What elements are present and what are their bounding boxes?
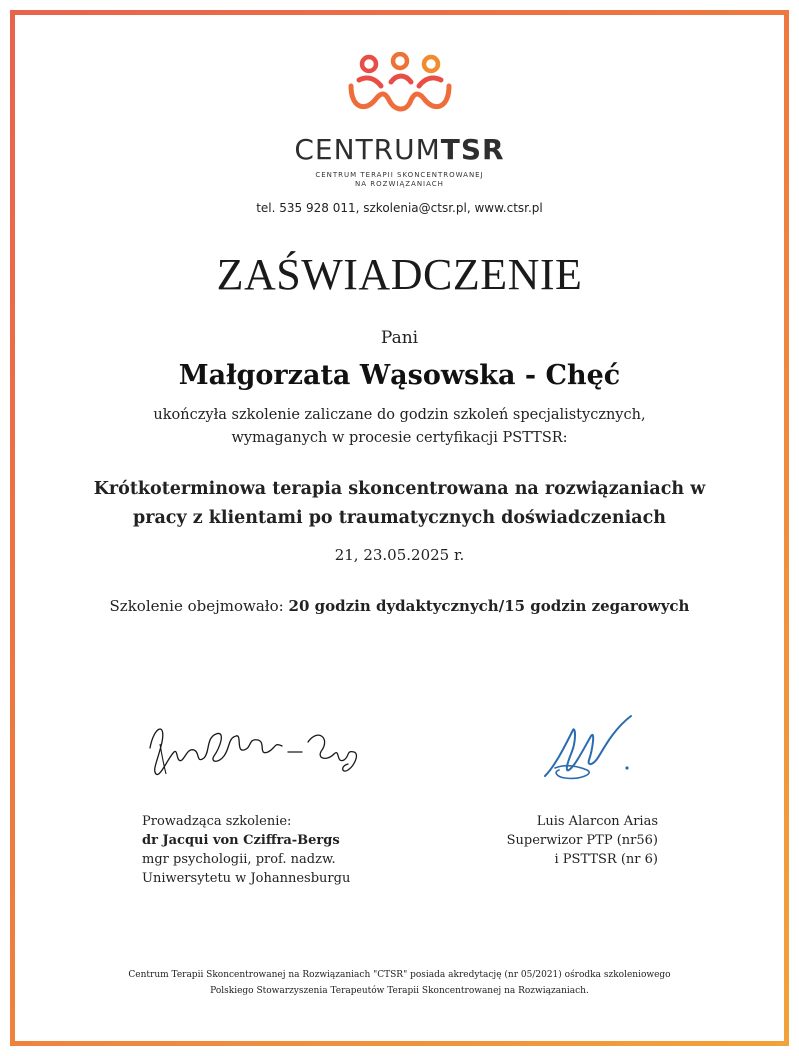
brand-subtitle-line2: NA ROZWIĄZANIACH [355, 180, 444, 188]
supervisor-info [430, 812, 658, 869]
recipient-name: Małgorzata Wąsowska - Chęć [178, 360, 621, 391]
course-line1: Krótkoterminowa terapia skoncentrowana na rozwiązaniach w [93, 479, 706, 499]
footer-line1: Centrum Terapii Skoncentrowanej na Rozwiązaniach "CTSR" posiada akredytację (nr 05/2021) ośrodka szkoleniowego [128, 970, 671, 980]
course-hours [0, 597, 799, 615]
hours-prefix: Szkolenie obejmowało: [109, 597, 284, 615]
signature-right [535, 710, 645, 794]
brand-name [0, 133, 799, 166]
trainer-role: Prowadząca szkolenie: [142, 814, 292, 829]
footer-line2: Polskiego Stowarzyszenia Terapeutów Terapii Skoncentrowanej na Rozwiązaniach. [210, 986, 589, 996]
ctsr-logo [0, 52, 799, 118]
course-title [0, 475, 799, 533]
intro-text [0, 404, 799, 450]
intro-line1: ukończyła szkolenie zaliczane do godzin szkoleń specjalistycznych, [153, 407, 646, 423]
trainer-title-line2: Uniwersytetu w Johannesburgu [142, 871, 351, 886]
brand-subtitle [0, 171, 799, 189]
supervisor-name: Luis Alarcon Arias [536, 814, 658, 829]
supervisor-title-line2: i PSTTSR (nr 6) [554, 852, 658, 867]
course-line2: pracy z klientami po traumatycznych doświadczeniach [133, 508, 666, 528]
signature-left [140, 708, 370, 792]
intro-line2: wymaganych w procesie certyfikacji PSTTSR: [231, 430, 568, 446]
contact-info: tel. 535 928 011, szkolenia@ctsr.pl, www.ctsr.pl [256, 201, 543, 215]
supervisor-title-line1: Superwizor PTP (nr56) [506, 833, 658, 848]
brand-light: CENTRUM [294, 133, 441, 166]
accreditation-footer [0, 967, 799, 999]
trainer-name: dr Jacqui von Cziffra-Bergs [142, 833, 340, 848]
hours-value: 20 godzin dydaktycznych/15 godzin zegarowych [288, 597, 690, 615]
salutation: Pani [380, 328, 419, 348]
brand-bold: TSR [440, 133, 505, 166]
people-icon [345, 52, 455, 118]
certificate-title: ZAŚWIADCZENIE [216, 250, 583, 299]
trainer-title-line1: mgr psychologii, prof. nadzw. [142, 852, 336, 867]
course-date: 21, 23.05.2025 r. [334, 546, 465, 564]
trainer-info [142, 812, 402, 888]
brand-subtitle-line1: CENTRUM TERAPII SKONCENTROWANEJ [315, 171, 484, 179]
